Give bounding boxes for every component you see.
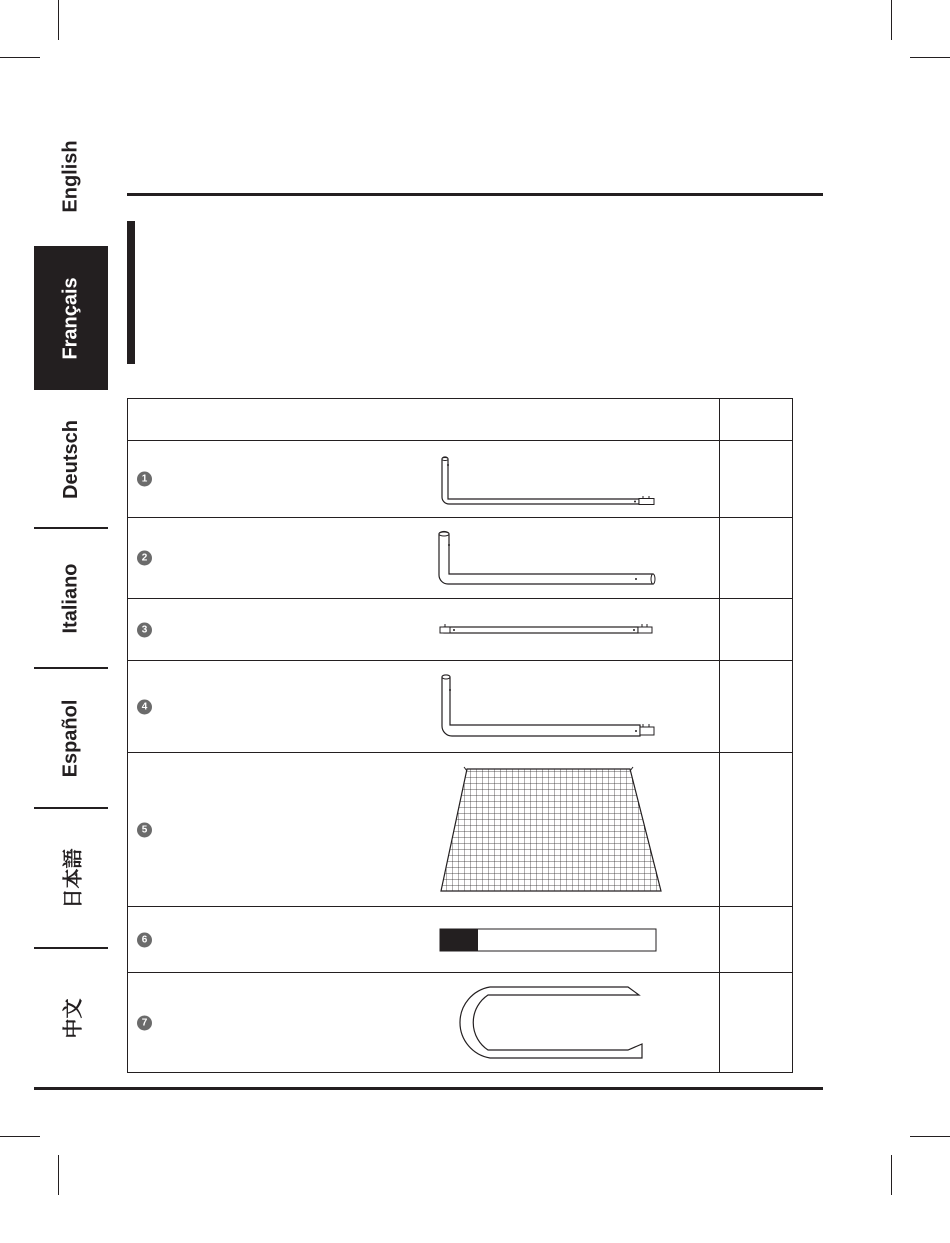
part-cell	[128, 907, 720, 973]
velcro-strap-icon	[428, 907, 668, 973]
table-row	[128, 661, 793, 753]
part-number-badge: 1	[137, 472, 152, 487]
part-number-badge: 6	[137, 932, 152, 947]
tab-divider	[34, 527, 108, 529]
language-tab-label: Français	[59, 276, 82, 360]
crop-mark	[0, 57, 40, 58]
quantity-cell	[720, 599, 793, 661]
language-tab-english[interactable]	[34, 112, 108, 240]
quantity-cell	[720, 441, 793, 518]
language-tab-label: Español	[59, 699, 82, 777]
section-marker-bar	[127, 221, 135, 364]
footer-rule	[34, 1087, 823, 1090]
l-pole-with-end-clip-icon	[428, 661, 668, 753]
table-row	[128, 973, 793, 1073]
language-tab-label: English	[59, 139, 82, 213]
quantity-cell	[720, 973, 793, 1073]
part-number-badge: 2	[137, 551, 152, 566]
part-cell	[128, 441, 720, 518]
table-row	[128, 907, 793, 973]
language-tab-label: Italiano	[59, 562, 82, 634]
crop-mark	[891, 1155, 892, 1195]
header-cell-quantity	[720, 399, 793, 441]
part-cell	[128, 518, 720, 599]
part-number-badge: 5	[137, 822, 152, 837]
table-header-row	[128, 399, 793, 441]
crop-mark	[58, 1155, 59, 1195]
part-cell	[128, 661, 720, 753]
part-number-badge: 4	[137, 699, 152, 714]
table-row	[128, 518, 793, 599]
table-row	[128, 753, 793, 907]
straight-crossbar-icon	[428, 599, 668, 661]
goal-net-icon	[428, 753, 668, 907]
crop-mark	[0, 1136, 40, 1137]
language-tab-chinese[interactable]	[34, 950, 108, 1086]
crop-mark	[910, 57, 950, 58]
language-tab-label: 日本語	[62, 848, 85, 908]
l-pole-with-end-clip-icon	[428, 441, 668, 518]
table-row	[128, 441, 793, 518]
part-cell	[128, 973, 720, 1073]
language-tab-label: 中文	[62, 998, 85, 1038]
language-tab-deutsch[interactable]	[34, 392, 108, 526]
quantity-cell	[720, 661, 793, 753]
language-tab-italiano[interactable]	[34, 530, 108, 666]
part-cell	[128, 599, 720, 661]
part-number-badge: 3	[137, 622, 152, 637]
language-tab-espanol[interactable]	[34, 670, 108, 806]
crop-mark	[910, 1136, 950, 1137]
crop-mark	[58, 0, 59, 40]
quantity-cell	[720, 907, 793, 973]
quantity-cell	[720, 518, 793, 599]
language-tab-label: Deutsch	[59, 419, 82, 499]
header-cell-description	[128, 399, 720, 441]
quantity-cell	[720, 753, 793, 907]
language-tab-francais[interactable]	[34, 246, 108, 390]
header-rule	[127, 193, 823, 196]
parts-table	[127, 398, 793, 1073]
tab-divider	[34, 947, 108, 949]
part-cell	[128, 753, 720, 907]
language-tab-japanese[interactable]	[34, 810, 108, 946]
table-row	[128, 599, 793, 661]
tab-divider	[34, 667, 108, 669]
l-pole-with-open-end-icon	[428, 518, 668, 599]
crop-mark	[891, 0, 892, 40]
ground-stake-icon	[428, 973, 668, 1073]
tab-divider	[34, 807, 108, 809]
part-number-badge: 7	[137, 1015, 152, 1030]
